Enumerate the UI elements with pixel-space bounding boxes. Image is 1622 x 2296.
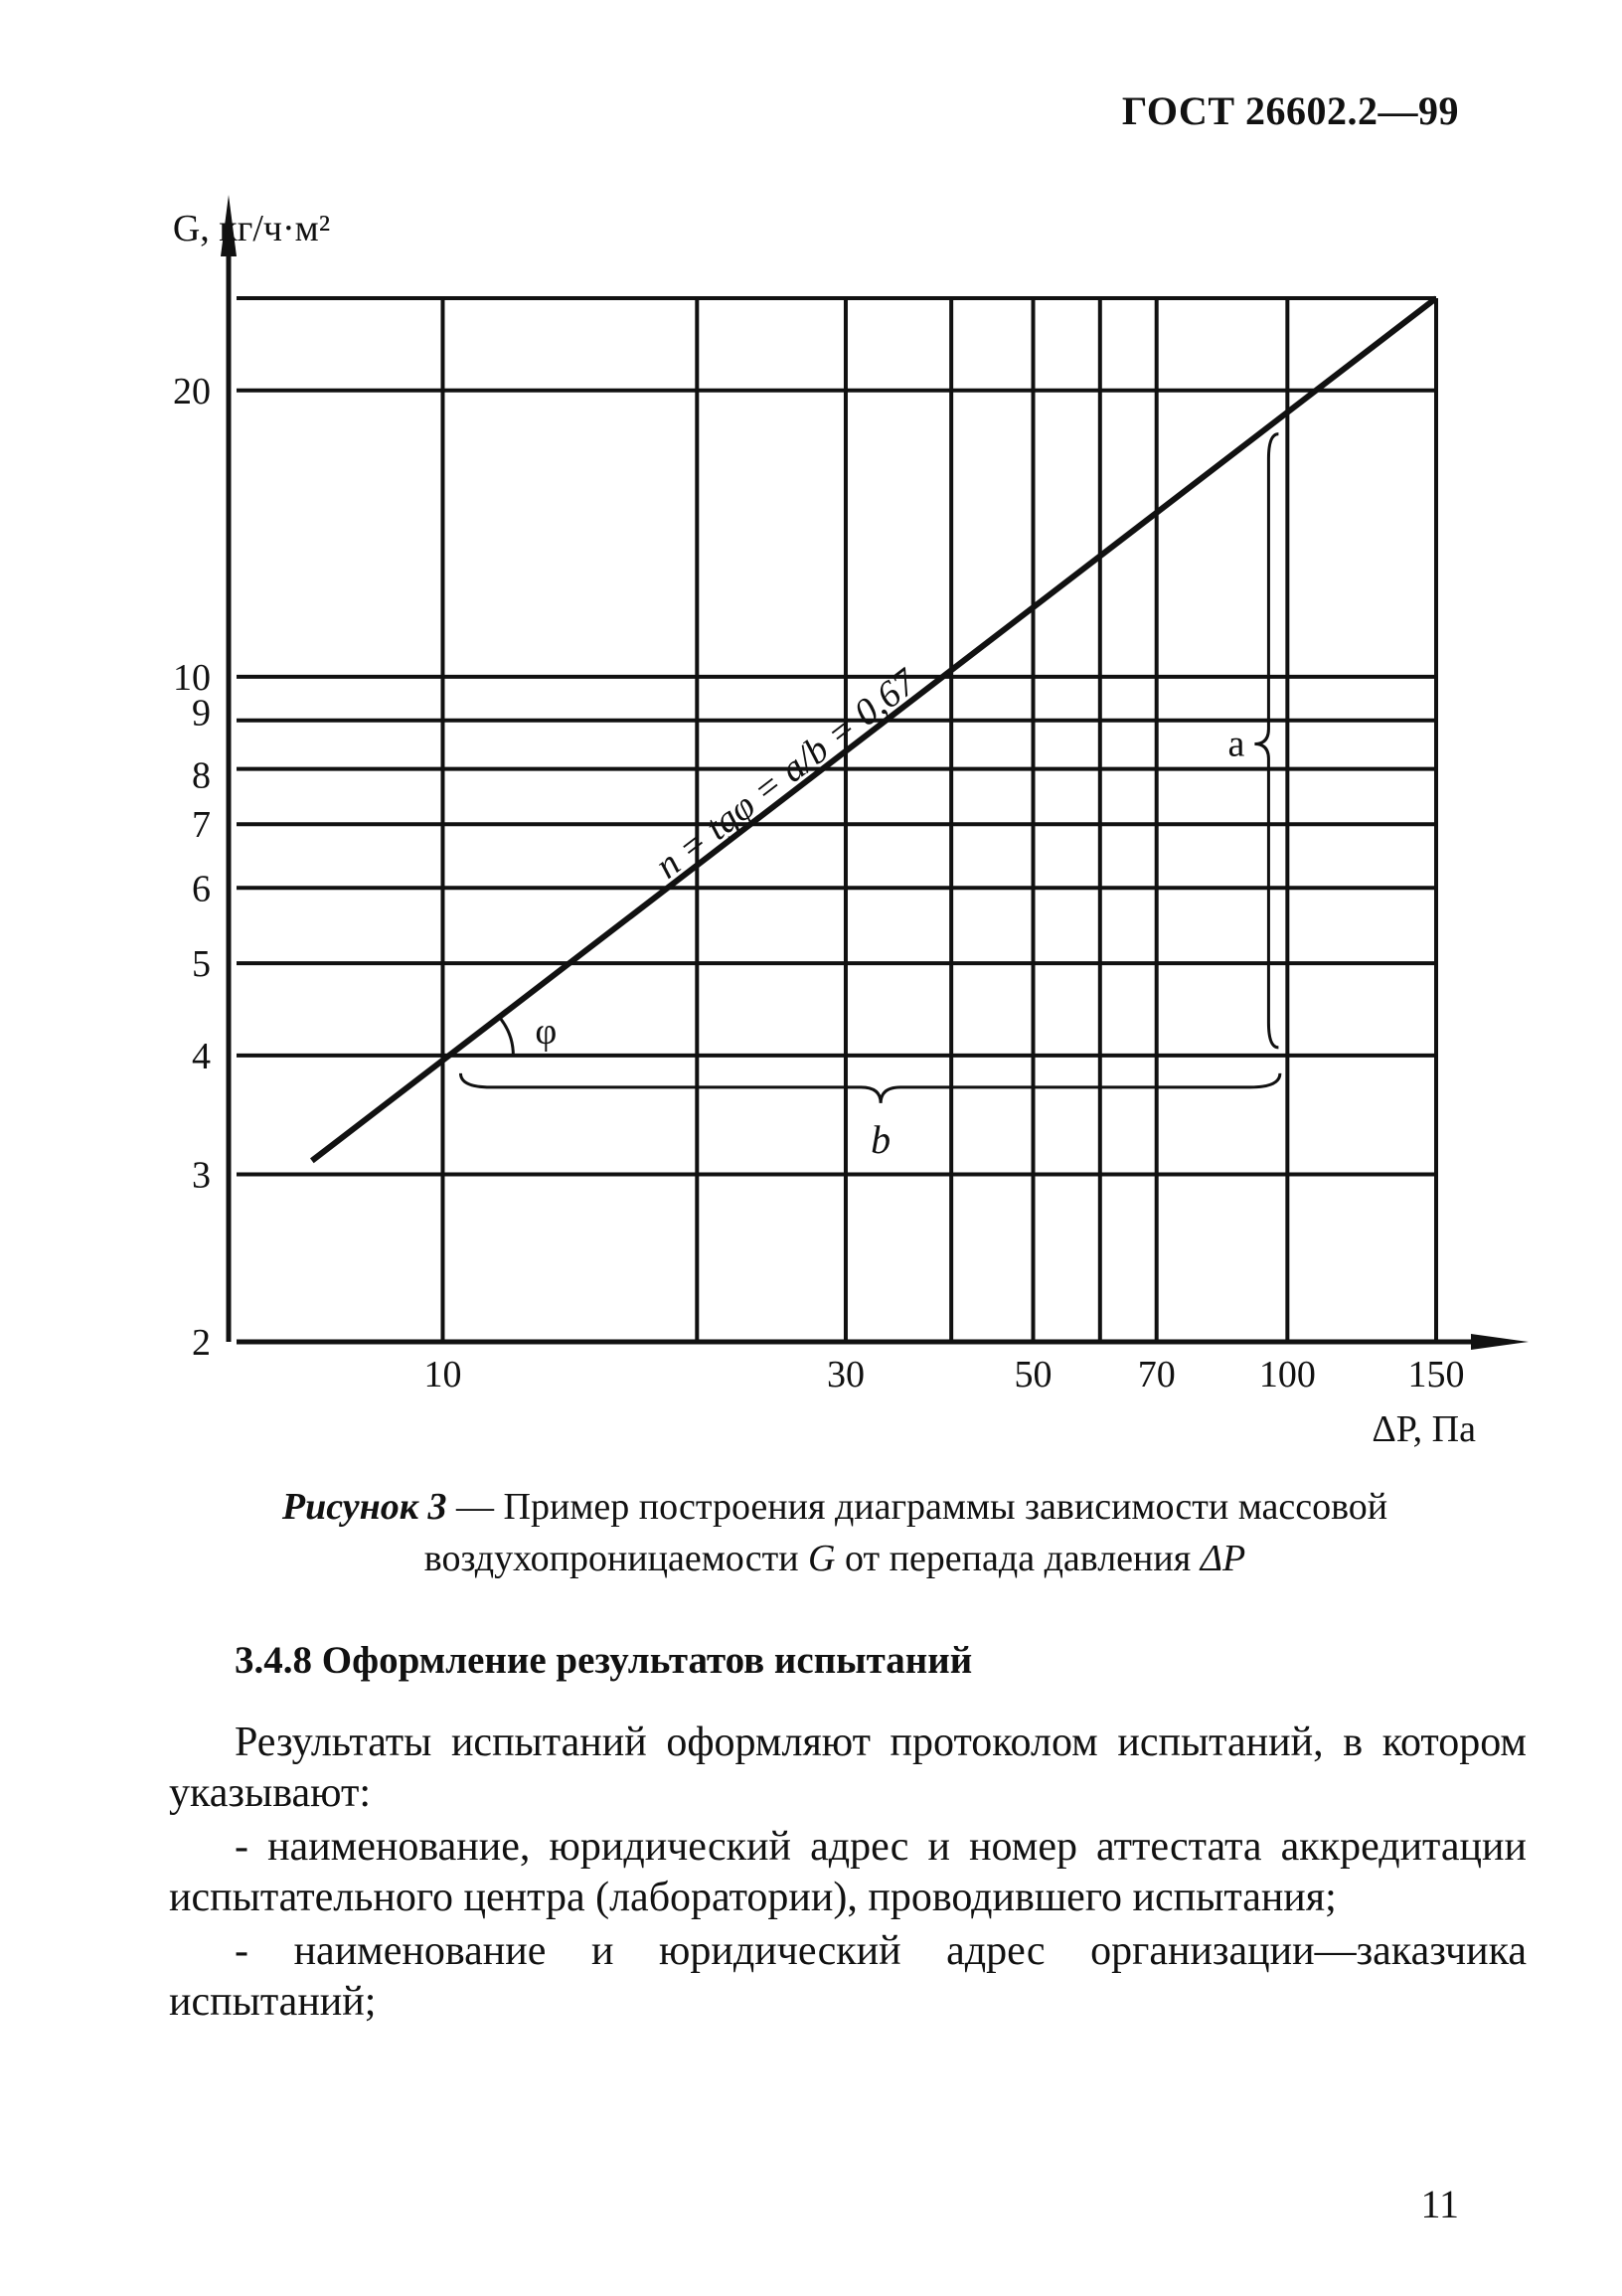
x-tick-label: 150 [1407, 1354, 1465, 1395]
y-tick-label: 9 [192, 692, 211, 735]
y-tick-label: 5 [192, 943, 211, 986]
x-tick-label: 10 [423, 1354, 462, 1395]
x-tick-label: 70 [1137, 1354, 1176, 1395]
figure-caption [199, 1481, 1471, 1584]
caption-text-part1: Пример построения диаграммы зависимости массовой воздухопроницаемости [423, 1486, 1388, 1579]
y-tick-label: 7 [192, 804, 211, 847]
x-axis-arrow [1471, 1334, 1529, 1350]
paragraph: Результаты испытаний оформляют протоколом испытаний, в котором указывают: [169, 1720, 1527, 1816]
angle-arc [501, 1019, 513, 1056]
y-tick-label: 6 [192, 868, 211, 910]
caption-var-dp: ΔP [1200, 1538, 1246, 1579]
brace-b-label: b [871, 1116, 892, 1162]
x-tick-label: 50 [1014, 1354, 1053, 1395]
section-heading: 3.4.8 Оформление результатов испытаний [235, 1639, 973, 1682]
y-axis-label: G, кг/ч·м² [172, 208, 331, 249]
y-tick-label: 4 [192, 1035, 211, 1077]
y-tick-label: 10 [173, 656, 211, 699]
y-tick-label: 3 [192, 1154, 211, 1197]
chart-grid [237, 298, 1436, 1342]
paragraph: - наименование, юридический адрес и номер аттестата аккредитации испытательного центра (лаборатории), проводившего испытания; [169, 1824, 1527, 1920]
caption-label: Рисунок 3 [281, 1486, 447, 1528]
document-id-header: ГОСТ 26602.2—99 [1121, 88, 1459, 133]
x-axis-label: ΔP, Па [1372, 1408, 1476, 1450]
y-tick-label: 8 [192, 754, 211, 797]
body-text [169, 1718, 1527, 2031]
caption-dash: — [456, 1486, 495, 1528]
slope-formula-label: n = tgφ = a/b = 0,67 [647, 661, 925, 888]
x-tick-label: 30 [826, 1354, 865, 1395]
chart-tick-labels [173, 208, 1476, 1450]
page-number: 11 [1420, 2182, 1459, 2226]
chart-axes [221, 195, 1529, 1350]
y-tick-label: 20 [173, 370, 211, 412]
brace-a-label: a [1227, 723, 1245, 765]
caption-var-g: G [808, 1538, 836, 1579]
brace-a [1254, 434, 1278, 1048]
caption-text-part2: от перепада давления [845, 1538, 1192, 1579]
paragraph: - наименование и юридический адрес организации—заказчика испытаний; [169, 1928, 1527, 2025]
x-tick-label: 100 [1258, 1354, 1316, 1395]
y-tick-label: 2 [192, 1322, 211, 1364]
angle-phi-label: φ [535, 1010, 558, 1053]
